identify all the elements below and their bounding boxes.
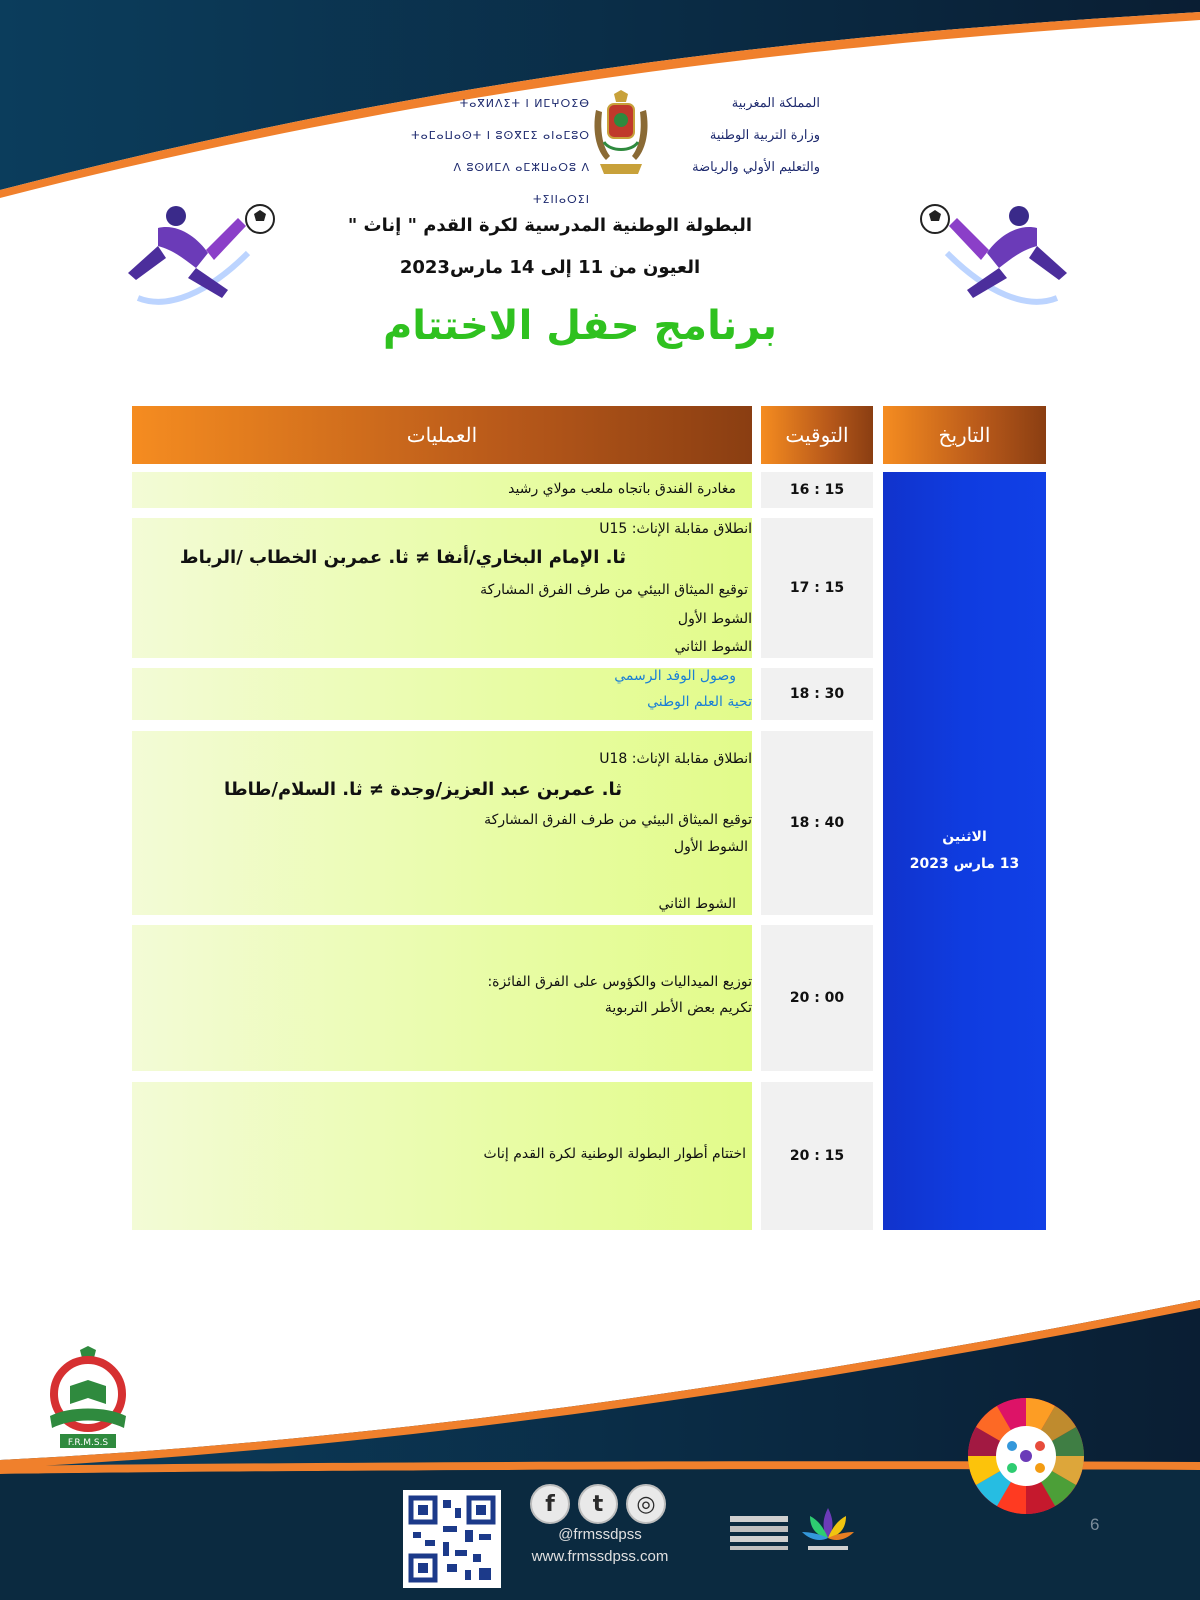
time-cell: 16 : 15 [761, 472, 873, 508]
operation-line: وصول الوفد الرسمي [614, 668, 736, 684]
social-handle[interactable]: @frmssdpss [558, 1526, 642, 1543]
time-cell: 20 : 15 [761, 1082, 873, 1230]
page-number: 6 [1090, 1515, 1100, 1534]
operation-line: الشوط الأول [673, 839, 748, 855]
header-operations: العمليات [132, 406, 752, 464]
page-title: برنامج حفل الاختتام [382, 303, 778, 349]
footballer-right-icon [912, 198, 1077, 310]
operation-line: توزيع الميداليات والكؤوس على الفرق الفائزة: [487, 974, 752, 990]
operation-line: تكريم بعض الأطر التربوية [604, 1000, 752, 1016]
time-cell: 20 : 00 [761, 925, 873, 1071]
date-full: 13 مارس 2023 [909, 856, 1020, 872]
ministry-line: المملكة المغربية [731, 96, 820, 111]
qr-code[interactable] [403, 1490, 501, 1588]
operations-cell [132, 472, 752, 508]
ministry-line: ⴷ ⵓⵙⵍⵎⴷ ⴰⵎⵣⵡⴰⵔⵓ ⴷ ⵜⵉⵏⵏⴰⵔⵉⵏ [453, 161, 590, 206]
frmss-logo [40, 1346, 136, 1456]
operation-line: توقيع الميثاق البيئي من طرف الفرق المشاركة [484, 812, 752, 828]
operations-cell [132, 668, 752, 720]
ministry-line: ⵜⴰⵎⴰⵡⴰⵙⵜ ⵏ ⵓⵙⴳⵎⵉ ⴰⵏⴰⵎⵓⵔ [411, 129, 590, 142]
date-day: الاثنين [942, 829, 987, 845]
ministry-arabic [640, 88, 820, 184]
operation-line: الشوط الثاني [674, 639, 752, 655]
ministry-line: وزارة التربية الوطنية [709, 128, 820, 143]
operations-cell [132, 731, 752, 915]
operation-line: تحية العلم الوطني [647, 694, 752, 710]
operations-cell [132, 925, 752, 1071]
operations-cell [132, 518, 752, 658]
sdg-wheel-logo [956, 1390, 1096, 1520]
operations-cell [132, 1082, 752, 1230]
event-dates: العيون من 11 إلى 14 مارس2023 [399, 257, 701, 278]
header-time: التوقيت [761, 406, 873, 464]
match-teams: ثا. عمربن عبد العزيز/وجدة ≠ ثا. السلام/طاطا [223, 779, 622, 800]
time-cell: 18 : 30 [761, 668, 873, 720]
ministry-tifinagh [410, 88, 590, 216]
time-cell: 18 : 40 [761, 731, 873, 915]
madrassa-logo [728, 1508, 790, 1554]
coat-of-arms-icon [590, 90, 652, 180]
operation-line: اختتام أطوار البطولة الوطنية لكرة القدم إناث [483, 1146, 746, 1162]
footballer-left-icon [118, 198, 283, 310]
date-cell [883, 472, 1046, 1230]
event-title: البطولة الوطنية المدرسية لكرة القدم " إناث " [347, 215, 753, 236]
twitter-icon[interactable]: t [578, 1484, 618, 1524]
ministry-line: ⵜⴰⴳⵍⴷⵉⵜ ⵏ ⵍⵎⵖⵔⵉⴱ [459, 97, 590, 110]
facebook-icon[interactable]: f [530, 1484, 570, 1524]
frmss-letters: F.R.M.S.S [67, 1438, 109, 1448]
operation-line: انطلاق مقابلة الإناث: U18 [599, 751, 752, 767]
website-link[interactable]: www.frmssdpss.com [531, 1548, 669, 1565]
operation-line: الشوط الثاني [658, 896, 736, 912]
flower-logo [796, 1502, 860, 1556]
instagram-icon[interactable]: ◎ [626, 1484, 666, 1524]
operation-line: مغادرة الفندق باتجاه ملعب مولاي رشيد [508, 481, 736, 497]
operation-line: الشوط الأول [677, 611, 752, 627]
operation-line: انطلاق مقابلة الإناث: U15 [599, 521, 752, 537]
match-teams: ثا. الإمام البخاري/أنفا ≠ ثا. عمربن الخطاب /الرباط [179, 547, 626, 568]
operation-line: توقيع الميثاق البيئي من طرف الفرق المشاركة [480, 582, 748, 598]
ministry-line: والتعليم الأولي والرياضة [692, 160, 820, 175]
time-cell: 17 : 15 [761, 518, 873, 658]
header-date: التاريخ [883, 406, 1046, 464]
